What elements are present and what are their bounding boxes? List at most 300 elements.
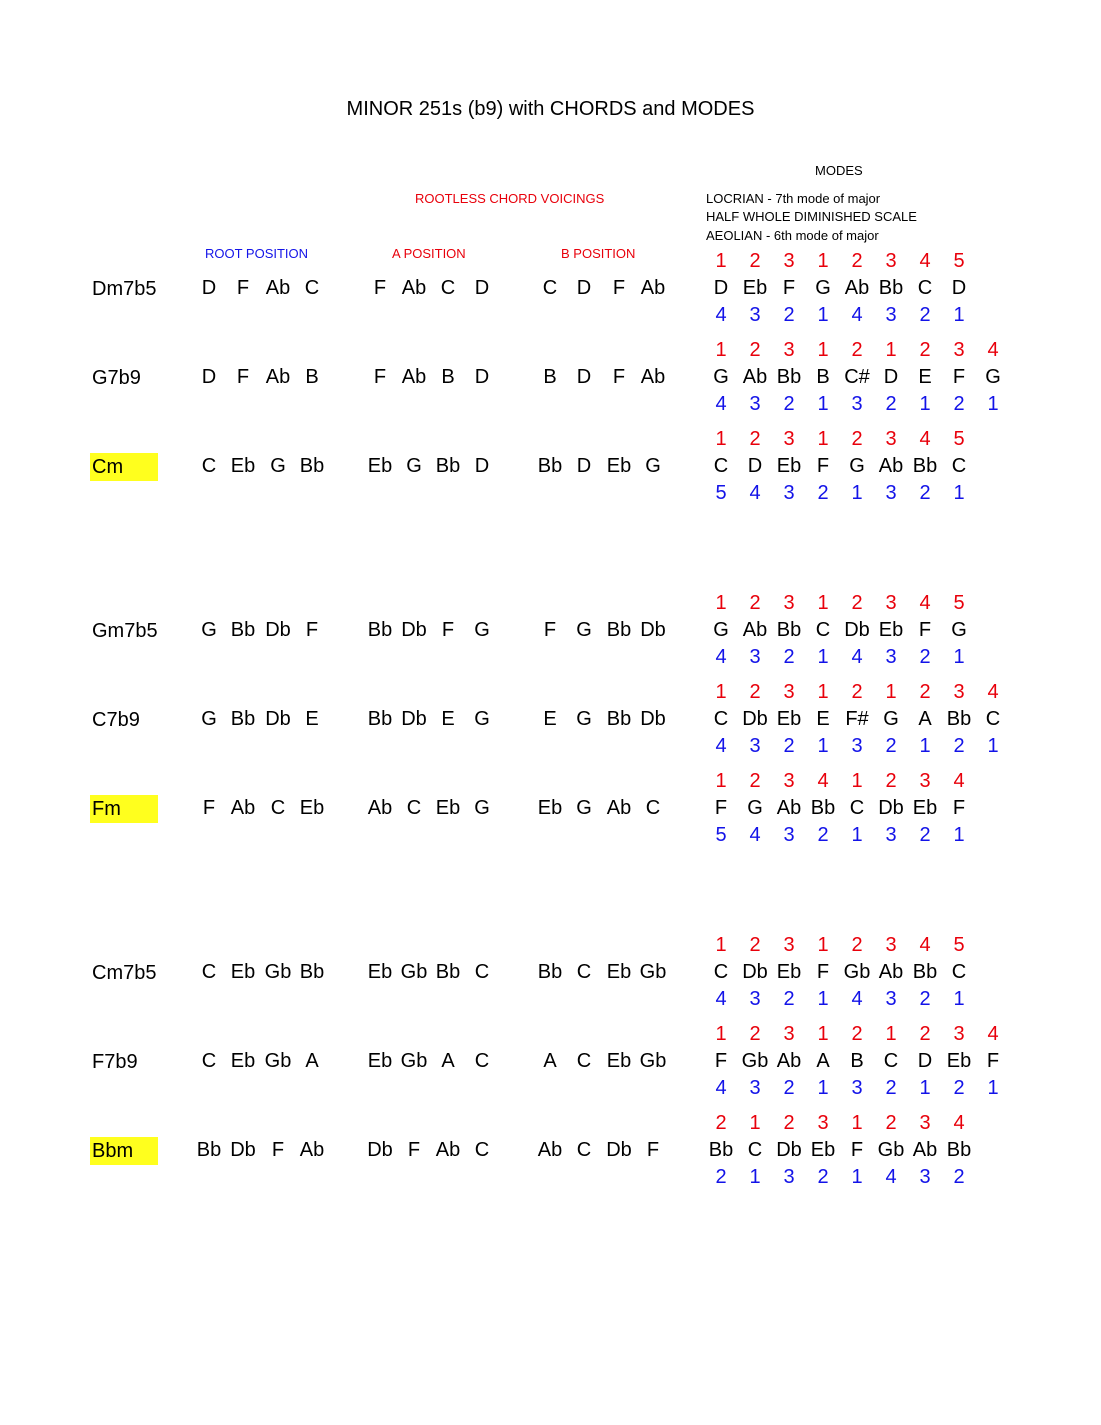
mode-note: Eb (776, 708, 802, 730)
mode-note: Eb (742, 277, 768, 299)
mode-degree-top: 1 (817, 428, 829, 450)
mode-note: Bb (878, 277, 904, 299)
chord-name: Cm (90, 453, 158, 481)
root-position-header: ROOT POSITION (205, 246, 309, 261)
mode-degree-bottom: 4 (749, 482, 761, 504)
mode-note: Db (844, 619, 870, 641)
a-voicing-note: Gb (400, 1050, 428, 1072)
mode-degree-bottom: 3 (783, 1166, 795, 1188)
mode-degree-bottom: 2 (919, 646, 931, 668)
root-voicing-note: Ab (299, 1139, 325, 1161)
a-voicing-note: Gb (400, 961, 428, 983)
mode-degree-bottom: 2 (817, 824, 829, 846)
mode-note: B (850, 1050, 864, 1072)
root-voicing-note: Ab (265, 277, 291, 299)
mode-degree-bottom: 1 (987, 393, 999, 415)
mode-note: D (883, 366, 899, 388)
a-voicing-note: Eb (367, 1050, 393, 1072)
mode-degree-bottom: 3 (885, 482, 897, 504)
mode-note: Gb (843, 961, 871, 983)
mode-degree-bottom: 4 (715, 988, 727, 1010)
a-voicing-note: F (441, 619, 455, 641)
a-voicing-note: G (474, 797, 490, 819)
mode-degree-top: 3 (783, 934, 795, 956)
root-voicing-note: C (304, 277, 320, 299)
mode-note: C (951, 455, 967, 477)
b-voicing-note: Eb (606, 1050, 632, 1072)
mode-degree-top: 3 (919, 1112, 931, 1134)
mode-note: D (747, 455, 763, 477)
mode-degree-top: 5 (953, 592, 965, 614)
mode-note: Db (742, 961, 768, 983)
mode-note: Ab (878, 961, 904, 983)
mode-degree-top: 2 (749, 250, 761, 272)
root-voicing-note: Db (230, 1139, 256, 1161)
mode-note: Ab (844, 277, 870, 299)
mode-degree-top: 4 (919, 592, 931, 614)
root-voicing-note: G (201, 708, 217, 730)
a-voicing-note: C (474, 1139, 490, 1161)
b-voicing-note: D (576, 366, 592, 388)
mode-degree-bottom: 3 (749, 646, 761, 668)
b-voicing-note: C (576, 961, 592, 983)
mode-note: C (713, 708, 729, 730)
mode-degree-bottom: 3 (749, 735, 761, 757)
mode-note: B (816, 366, 830, 388)
mode-degree-bottom: 2 (919, 304, 931, 326)
mode-note: C (883, 1050, 899, 1072)
mode-degree-bottom: 1 (851, 482, 863, 504)
mode-degree-bottom: 2 (783, 988, 795, 1010)
mode-note: C (815, 619, 831, 641)
mode-note: G (747, 797, 763, 819)
mode-degree-bottom: 1 (817, 735, 829, 757)
mode-degree-top: 4 (953, 1112, 965, 1134)
mode-note: C# (844, 366, 870, 388)
mode-degree-top: 3 (783, 592, 795, 614)
b-voicing-note: Eb (606, 455, 632, 477)
mode-degree-bottom: 2 (953, 393, 965, 415)
mode-note: F# (845, 708, 869, 730)
mode-note: F (714, 1050, 728, 1072)
mode-degree-top: 1 (885, 339, 897, 361)
mode-note: Db (776, 1139, 802, 1161)
mode-degree-top: 2 (885, 770, 897, 792)
mode-degree-top: 2 (783, 1112, 795, 1134)
mode-degree-top: 3 (817, 1112, 829, 1134)
mode-degree-top: 1 (851, 770, 863, 792)
mode-note: Bb (912, 961, 938, 983)
aeolian-label: AEOLIAN - 6th mode of major (706, 228, 879, 243)
root-voicing-note: Gb (264, 1050, 292, 1072)
a-voicing-note: Ab (435, 1139, 461, 1161)
mode-note: Eb (912, 797, 938, 819)
mode-note: Ab (878, 455, 904, 477)
mode-degree-top: 3 (885, 428, 897, 450)
mode-note: A (918, 708, 932, 730)
mode-note: E (918, 366, 932, 388)
mode-degree-bottom: 4 (851, 646, 863, 668)
a-voicing-note: G (474, 619, 490, 641)
mode-degree-top: 3 (953, 1023, 965, 1045)
chord-name: F7b9 (92, 1051, 138, 1073)
mode-degree-top: 2 (749, 681, 761, 703)
mode-degree-bottom: 2 (715, 1166, 727, 1188)
mode-degree-bottom: 4 (715, 1077, 727, 1099)
b-voicing-note: Ab (640, 366, 666, 388)
mode-degree-top: 2 (749, 1023, 761, 1045)
mode-degree-top: 1 (715, 934, 727, 956)
mode-degree-bottom: 1 (817, 304, 829, 326)
a-voicing-note: Eb (367, 961, 393, 983)
mode-degree-top: 3 (783, 770, 795, 792)
mode-note: Bb (776, 366, 802, 388)
mode-degree-bottom: 2 (783, 646, 795, 668)
mode-degree-top: 1 (715, 681, 727, 703)
a-voicing-note: Ab (401, 366, 427, 388)
mode-degree-bottom: 3 (919, 1166, 931, 1188)
mode-degree-bottom: 3 (749, 988, 761, 1010)
mode-note: F (986, 1050, 1000, 1072)
mode-degree-bottom: 5 (715, 482, 727, 504)
root-voicing-note: F (236, 366, 250, 388)
root-voicing-note: Bb (230, 619, 256, 641)
a-voicing-note: F (407, 1139, 421, 1161)
mode-degree-top: 5 (953, 428, 965, 450)
root-voicing-note: C (201, 455, 217, 477)
mode-degree-top: 4 (953, 770, 965, 792)
mode-degree-bottom: 2 (783, 1077, 795, 1099)
root-voicing-note: C (201, 961, 217, 983)
b-voicing-note: C (645, 797, 661, 819)
mode-degree-top: 1 (715, 339, 727, 361)
root-voicing-note: Eb (230, 1050, 256, 1072)
a-voicing-note: F (373, 366, 387, 388)
mode-degree-top: 4 (987, 339, 999, 361)
a-voicing-note: G (406, 455, 422, 477)
mode-degree-top: 2 (919, 681, 931, 703)
mode-note: E (816, 708, 830, 730)
mode-degree-bottom: 3 (885, 304, 897, 326)
mode-note: D (951, 277, 967, 299)
mode-degree-bottom: 2 (783, 735, 795, 757)
root-voicing-note: F (305, 619, 319, 641)
mode-note: C (849, 797, 865, 819)
mode-degree-bottom: 4 (749, 824, 761, 846)
mode-degree-top: 4 (919, 934, 931, 956)
b-voicing-note: F (543, 619, 557, 641)
mode-degree-top: 1 (817, 250, 829, 272)
mode-degree-top: 1 (817, 934, 829, 956)
mode-degree-bottom: 1 (953, 824, 965, 846)
mode-degree-top: 2 (749, 934, 761, 956)
mode-note: Ab (776, 1050, 802, 1072)
mode-note: F (816, 455, 830, 477)
b-voicing-note: E (543, 708, 557, 730)
a-position-header: A POSITION (392, 246, 466, 261)
mode-degree-top: 1 (817, 592, 829, 614)
mode-note: Ab (742, 366, 768, 388)
a-voicing-note: Db (401, 708, 427, 730)
b-voicing-note: Ab (640, 277, 666, 299)
mode-degree-top: 2 (885, 1112, 897, 1134)
mode-note: Eb (946, 1050, 972, 1072)
root-voicing-note: F (271, 1139, 285, 1161)
mode-degree-bottom: 2 (919, 482, 931, 504)
mode-note: Bb (708, 1139, 734, 1161)
locrian-label: LOCRIAN - 7th mode of major (706, 191, 881, 206)
b-voicing-note: G (576, 708, 592, 730)
b-voicing-note: Db (640, 708, 666, 730)
mode-degree-top: 2 (851, 934, 863, 956)
mode-degree-top: 5 (953, 250, 965, 272)
mode-degree-top: 2 (851, 592, 863, 614)
a-voicing-note: Eb (367, 455, 393, 477)
mode-degree-top: 3 (783, 681, 795, 703)
mode-note: C (713, 961, 729, 983)
b-voicing-note: C (542, 277, 558, 299)
mode-note: D (917, 1050, 933, 1072)
mode-degree-bottom: 3 (783, 482, 795, 504)
b-voicing-note: Db (606, 1139, 632, 1161)
b-voicing-note: B (543, 366, 557, 388)
b-voicing-note: G (645, 455, 661, 477)
mode-degree-top: 1 (715, 428, 727, 450)
mode-degree-bottom: 2 (919, 824, 931, 846)
mode-degree-top: 2 (749, 339, 761, 361)
a-voicing-note: F (373, 277, 387, 299)
mode-note: C (951, 961, 967, 983)
mode-degree-top: 4 (987, 1023, 999, 1045)
b-voicing-note: F (612, 366, 626, 388)
mode-degree-top: 1 (715, 1023, 727, 1045)
a-voicing-note: Ab (401, 277, 427, 299)
b-voicing-note: G (576, 797, 592, 819)
a-voicing-note: A (441, 1050, 455, 1072)
root-voicing-note: A (305, 1050, 319, 1072)
mode-note: Bb (776, 619, 802, 641)
mode-degree-bottom: 1 (817, 393, 829, 415)
a-voicing-note: C (406, 797, 422, 819)
mode-degree-bottom: 3 (885, 824, 897, 846)
mode-note: Eb (810, 1139, 836, 1161)
mode-degree-bottom: 1 (987, 1077, 999, 1099)
modes-header: MODES (815, 163, 863, 178)
mode-degree-top: 3 (885, 592, 897, 614)
root-voicing-note: Ab (230, 797, 256, 819)
a-voicing-note: G (474, 708, 490, 730)
root-voicing-note: F (202, 797, 216, 819)
mode-degree-bottom: 4 (715, 393, 727, 415)
mode-degree-bottom: 1 (987, 735, 999, 757)
mode-degree-bottom: 2 (885, 735, 897, 757)
b-voicing-note: Bb (606, 619, 632, 641)
mode-note: Db (878, 797, 904, 819)
mode-degree-bottom: 4 (715, 735, 727, 757)
mode-degree-bottom: 3 (851, 393, 863, 415)
b-voicing-note: Gb (639, 961, 667, 983)
root-voicing-note: Bb (196, 1139, 222, 1161)
mode-degree-bottom: 3 (749, 1077, 761, 1099)
mode-degree-bottom: 2 (783, 393, 795, 415)
a-voicing-note: Db (401, 619, 427, 641)
mode-degree-bottom: 1 (919, 1077, 931, 1099)
a-voicing-note: Bb (435, 961, 461, 983)
chord-name: G7b9 (92, 367, 141, 389)
mode-note: F (782, 277, 796, 299)
chord-name: Bbm (90, 1137, 158, 1165)
root-voicing-note: C (201, 1050, 217, 1072)
root-voicing-note: D (201, 366, 217, 388)
root-voicing-note: Eb (230, 455, 256, 477)
mode-degree-bottom: 2 (953, 1077, 965, 1099)
mode-note: Ab (776, 797, 802, 819)
mode-degree-bottom: 5 (715, 824, 727, 846)
root-voicing-note: Bb (299, 455, 325, 477)
mode-degree-top: 3 (885, 250, 897, 272)
mode-degree-bottom: 2 (919, 988, 931, 1010)
mode-degree-top: 2 (919, 339, 931, 361)
b-voicing-note: G (576, 619, 592, 641)
mode-note: Gb (741, 1050, 769, 1072)
chord-name: Gm7b5 (92, 620, 158, 642)
mode-degree-top: 1 (817, 1023, 829, 1045)
a-voicing-note: D (474, 277, 490, 299)
b-voicing-note: Eb (537, 797, 563, 819)
a-voicing-note: C (474, 961, 490, 983)
mode-note: Ab (742, 619, 768, 641)
b-voicing-note: Bb (537, 455, 563, 477)
mode-degree-top: 1 (715, 592, 727, 614)
mode-degree-bottom: 3 (783, 824, 795, 846)
mode-degree-top: 1 (885, 681, 897, 703)
a-voicing-note: Bb (367, 619, 393, 641)
mode-note: C (917, 277, 933, 299)
mode-degree-bottom: 1 (817, 1077, 829, 1099)
mode-degree-top: 2 (749, 770, 761, 792)
mode-degree-top: 2 (851, 681, 863, 703)
root-voicing-note: G (270, 455, 286, 477)
half-whole-label: HALF WHOLE DIMINISHED SCALE (706, 209, 917, 224)
b-voicing-note: Ab (606, 797, 632, 819)
mode-note: F (918, 619, 932, 641)
mode-degree-top: 3 (783, 428, 795, 450)
mode-degree-bottom: 1 (919, 393, 931, 415)
mode-degree-top: 1 (817, 681, 829, 703)
mode-degree-top: 2 (851, 250, 863, 272)
root-voicing-note: D (201, 277, 217, 299)
root-voicing-note: Gb (264, 961, 292, 983)
mode-note: F (952, 797, 966, 819)
mode-degree-bottom: 1 (953, 304, 965, 326)
b-voicing-note: C (576, 1050, 592, 1072)
mode-degree-top: 3 (919, 770, 931, 792)
mode-degree-bottom: 3 (749, 304, 761, 326)
mode-degree-top: 3 (783, 250, 795, 272)
mode-degree-bottom: 1 (851, 1166, 863, 1188)
mode-degree-bottom: 2 (783, 304, 795, 326)
mode-degree-bottom: 1 (817, 646, 829, 668)
root-voicing-note: Db (265, 619, 291, 641)
mode-degree-bottom: 1 (749, 1166, 761, 1188)
root-voicing-note: Eb (230, 961, 256, 983)
mode-note: Eb (776, 961, 802, 983)
a-voicing-note: D (474, 455, 490, 477)
mode-degree-top: 3 (885, 934, 897, 956)
mode-degree-top: 5 (953, 934, 965, 956)
mode-note: G (951, 619, 967, 641)
mode-note: Bb (810, 797, 836, 819)
mode-note: G (883, 708, 899, 730)
mode-note: F (952, 366, 966, 388)
mode-degree-bottom: 2 (953, 1166, 965, 1188)
mode-degree-bottom: 1 (919, 735, 931, 757)
mode-note: F (714, 797, 728, 819)
mode-note: G (815, 277, 831, 299)
a-voicing-note: B (441, 366, 455, 388)
b-voicing-note: Ab (537, 1139, 563, 1161)
root-voicing-note: Bb (299, 961, 325, 983)
mode-degree-top: 2 (851, 339, 863, 361)
mode-note: Eb (878, 619, 904, 641)
mode-note: G (849, 455, 865, 477)
b-voicing-note: C (576, 1139, 592, 1161)
root-voicing-note: E (305, 708, 319, 730)
mode-note: G (713, 366, 729, 388)
mode-degree-top: 4 (987, 681, 999, 703)
mode-degree-top: 2 (749, 428, 761, 450)
chord-name: Fm (90, 795, 158, 823)
a-voicing-note: C (440, 277, 456, 299)
mode-degree-bottom: 4 (715, 646, 727, 668)
mode-note: C (985, 708, 1001, 730)
a-voicing-note: D (474, 366, 490, 388)
a-voicing-note: Db (367, 1139, 393, 1161)
mode-degree-top: 1 (817, 339, 829, 361)
mode-note: C (713, 455, 729, 477)
b-voicing-note: Db (640, 619, 666, 641)
mode-degree-top: 1 (885, 1023, 897, 1045)
mode-degree-bottom: 4 (851, 988, 863, 1010)
a-voicing-note: Bb (435, 455, 461, 477)
mode-degree-bottom: 1 (851, 824, 863, 846)
root-voicing-note: B (305, 366, 319, 388)
mode-note: Bb (946, 1139, 972, 1161)
mode-degree-bottom: 1 (953, 482, 965, 504)
mode-degree-top: 4 (919, 250, 931, 272)
root-voicing-note: G (201, 619, 217, 641)
mode-note: Gb (877, 1139, 905, 1161)
root-voicing-note: Bb (230, 708, 256, 730)
mode-degree-top: 1 (715, 250, 727, 272)
mode-degree-top: 2 (715, 1112, 727, 1134)
mode-degree-top: 2 (851, 1023, 863, 1045)
mode-degree-bottom: 2 (817, 1166, 829, 1188)
mode-note: F (816, 961, 830, 983)
a-voicing-note: Ab (367, 797, 393, 819)
mode-degree-top: 4 (817, 770, 829, 792)
a-voicing-note: Bb (367, 708, 393, 730)
b-voicing-note: Gb (639, 1050, 667, 1072)
mode-note: Bb (912, 455, 938, 477)
mode-note: F (850, 1139, 864, 1161)
b-voicing-note: Bb (537, 961, 563, 983)
mode-degree-bottom: 1 (817, 988, 829, 1010)
b-voicing-note: Eb (606, 961, 632, 983)
mode-degree-top: 1 (749, 1112, 761, 1134)
mode-degree-bottom: 2 (817, 482, 829, 504)
mode-degree-bottom: 3 (851, 1077, 863, 1099)
